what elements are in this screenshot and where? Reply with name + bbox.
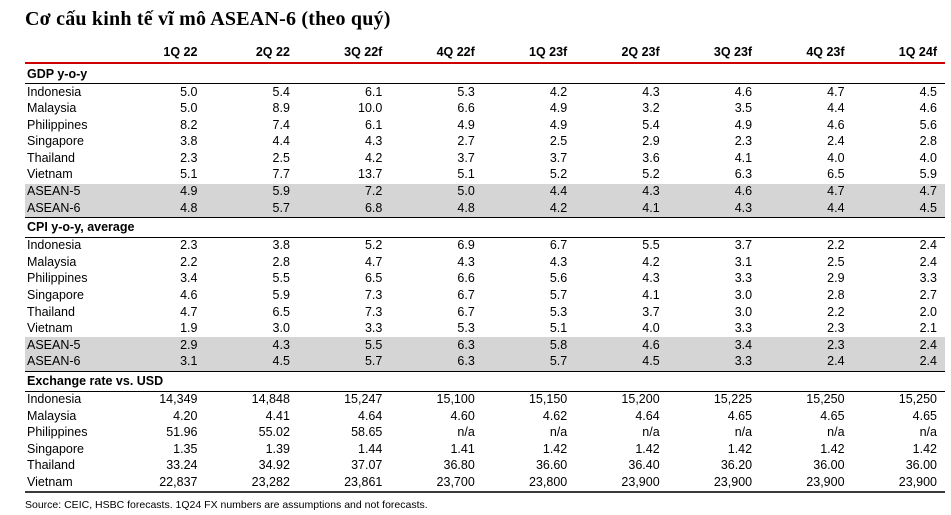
row-label: ASEAN-6 [25, 354, 113, 371]
value-cell: 34.92 [258, 458, 290, 473]
row-label: Singapore [27, 441, 84, 456]
table-row [25, 441, 945, 458]
value-cell: 4.1 [734, 150, 753, 165]
value-cell: 2.5 [549, 134, 568, 149]
value-cell: 3.4 [180, 271, 198, 286]
table-row [25, 134, 945, 151]
value-cell: 4.8 [113, 200, 205, 217]
value-cell: 4.65 [727, 408, 753, 423]
value-cell: 15,247 [344, 392, 383, 406]
value-cell: 2.9 [113, 337, 205, 354]
value-cell: 3.7 [642, 304, 660, 319]
value-cell: 6.8 [298, 200, 390, 217]
row-label: Singapore [27, 134, 84, 149]
value-cell: 6.7 [457, 304, 475, 319]
value-cell: 23,700 [390, 474, 482, 492]
value-cell: 4.62 [542, 408, 568, 423]
value-cell: 5.4 [272, 84, 290, 99]
value-cell: 23,800 [483, 474, 575, 492]
value-cell: 10.0 [358, 101, 383, 116]
value-cell: 4.9 [457, 117, 475, 132]
table-row [25, 321, 945, 338]
page-title: Cơ cấu kinh tế vĩ mô ASEAN-6 (theo quý) [25, 8, 391, 30]
value-cell: 4.3 [457, 254, 475, 269]
value-cell: 5.7 [298, 354, 390, 371]
value-cell: 4.0 [642, 321, 660, 336]
corner-cell [25, 43, 113, 63]
value-cell: 4.7 [760, 184, 852, 201]
value-cell: 3.0 [734, 288, 753, 303]
value-cell: 4.9 [113, 184, 205, 201]
value-cell: 2.2 [180, 254, 198, 269]
value-cell: 1.42 [635, 441, 660, 456]
value-cell: 4.7 [827, 84, 845, 99]
table-row [25, 354, 945, 371]
value-cell: 51.96 [166, 425, 198, 440]
value-cell: 2.3 [180, 150, 198, 165]
column-header-3: 3Q 22f [298, 43, 390, 63]
report-page [0, 8, 951, 515]
value-cell: 23,900 [853, 474, 945, 492]
value-cell: 2.8 [272, 254, 290, 269]
value-cell: 13.7 [358, 167, 383, 182]
row-label: Indonesia [27, 238, 82, 253]
value-cell: 2.8 [827, 288, 845, 303]
row-label: Thailand [27, 304, 75, 319]
value-cell: 2.1 [919, 321, 937, 336]
value-cell: 3.4 [668, 337, 760, 354]
value-cell: 4.1 [642, 288, 660, 303]
value-cell: 8.2 [180, 117, 198, 132]
value-cell: 4.2 [364, 150, 383, 165]
value-cell: 4.65 [912, 408, 937, 423]
value-cell: 36.80 [443, 458, 475, 473]
value-cell: 3.3 [364, 321, 383, 336]
table-row [25, 458, 945, 475]
value-cell: 4.64 [358, 408, 383, 423]
value-cell: 36.60 [535, 458, 568, 473]
value-cell: 4.5 [853, 200, 945, 217]
macro-table [25, 43, 945, 493]
value-cell: 4.6 [734, 84, 753, 99]
value-cell: 2.3 [760, 337, 852, 354]
value-cell: 3.5 [734, 101, 753, 116]
value-cell: 7.7 [272, 167, 290, 182]
value-cell: n/a [734, 425, 753, 440]
value-cell: 4.3 [642, 84, 660, 99]
value-cell: 15,225 [713, 392, 753, 406]
row-label: Singapore [27, 288, 84, 303]
value-cell: 15,200 [621, 392, 660, 406]
value-cell: 4.6 [919, 101, 937, 116]
row-label: Indonesia [27, 84, 82, 99]
table-row [25, 254, 945, 271]
value-cell: 5.0 [180, 84, 198, 99]
table-row [25, 391, 945, 408]
table-row [25, 150, 945, 167]
value-cell: 4.4 [483, 184, 575, 201]
value-cell: n/a [919, 425, 937, 440]
value-cell: 7.3 [364, 304, 383, 319]
value-cell: 2.9 [827, 271, 845, 286]
column-header-8: 4Q 23f [760, 43, 852, 63]
value-cell: 3.7 [549, 150, 568, 165]
value-cell: 5.2 [642, 167, 660, 182]
value-cell: 5.5 [642, 238, 660, 253]
value-cell: 15,250 [806, 392, 845, 406]
section-header: Exchange rate vs. USD [25, 371, 945, 391]
value-cell: 6.6 [457, 101, 475, 116]
section-header: CPI y-o-y, average [25, 217, 945, 237]
value-cell: 6.3 [390, 337, 482, 354]
value-cell: 4.60 [450, 408, 475, 423]
value-cell: 6.3 [734, 167, 753, 182]
value-cell: 2.4 [919, 254, 937, 269]
table-row [25, 288, 945, 305]
value-cell: 4.2 [549, 84, 568, 99]
value-cell: 4.4 [272, 134, 290, 149]
value-cell: 5.1 [457, 167, 475, 182]
table-body [25, 63, 945, 492]
value-cell: 36.40 [628, 458, 660, 473]
value-cell: 6.7 [457, 288, 475, 303]
value-cell: 3.3 [919, 271, 937, 286]
value-cell: 5.3 [457, 321, 475, 336]
row-label: Philippines [27, 117, 88, 132]
value-cell: 6.9 [457, 238, 475, 253]
value-cell: 1.9 [180, 321, 198, 336]
table-row [25, 184, 945, 201]
column-header-5: 1Q 23f [483, 43, 575, 63]
value-cell: 5.5 [272, 271, 290, 286]
value-cell: 2.0 [919, 304, 937, 319]
value-cell: 4.6 [668, 184, 760, 201]
value-cell: 36.20 [720, 458, 753, 473]
value-cell: 4.2 [642, 254, 660, 269]
value-cell: 23,861 [298, 474, 390, 492]
table-row [25, 425, 945, 442]
value-cell: 6.5 [364, 271, 383, 286]
value-cell: 4.64 [635, 408, 660, 423]
table-row [25, 337, 945, 354]
value-cell: 2.4 [827, 134, 845, 149]
value-cell: 6.1 [364, 84, 383, 99]
value-cell: 6.6 [457, 271, 475, 286]
column-header-1: 1Q 22 [113, 43, 205, 63]
value-cell: 5.6 [549, 271, 568, 286]
value-cell: 2.4 [853, 354, 945, 371]
value-cell: 7.4 [272, 117, 290, 132]
value-cell: 5.5 [298, 337, 390, 354]
value-cell: 5.0 [180, 101, 198, 116]
value-cell: 36.00 [813, 458, 845, 473]
value-cell: 23,900 [668, 474, 760, 492]
value-cell: 22,837 [113, 474, 205, 492]
row-label: ASEAN-6 [25, 200, 113, 217]
value-cell: 1.35 [173, 441, 198, 456]
value-cell: 2.4 [760, 354, 852, 371]
value-cell: 4.3 [205, 337, 297, 354]
column-header-9: 1Q 24f [853, 43, 945, 63]
value-cell: 1.44 [358, 441, 383, 456]
value-cell: 6.3 [390, 354, 482, 371]
value-cell: 1.41 [450, 441, 475, 456]
row-label: Malaysia [27, 408, 77, 423]
value-cell: 1.42 [542, 441, 568, 456]
table-row [25, 117, 945, 134]
value-cell: 4.7 [853, 184, 945, 201]
value-cell: 4.1 [575, 200, 667, 217]
value-cell: 4.0 [919, 150, 937, 165]
value-cell: 2.4 [919, 238, 937, 253]
value-cell: 2.9 [642, 134, 660, 149]
value-cell: 23,900 [760, 474, 852, 492]
table-row [25, 101, 945, 118]
value-cell: 15,100 [436, 392, 475, 406]
value-cell: 4.5 [575, 354, 667, 371]
row-label: ASEAN-5 [25, 337, 113, 354]
value-cell: 6.1 [364, 117, 383, 132]
value-cell: 4.41 [265, 408, 290, 423]
value-cell: 1.39 [265, 441, 290, 456]
value-cell: 5.8 [483, 337, 575, 354]
value-cell: 3.8 [180, 134, 198, 149]
value-cell: 5.0 [390, 184, 482, 201]
value-cell: n/a [549, 425, 568, 440]
row-label: Philippines [27, 425, 88, 440]
value-cell: 5.7 [483, 354, 575, 371]
section-header: GDP y-o-y [25, 63, 945, 84]
value-cell: 2.5 [827, 254, 845, 269]
value-cell: 1.42 [912, 441, 937, 456]
value-cell: 5.9 [205, 184, 297, 201]
value-cell: 4.6 [575, 337, 667, 354]
table-row [25, 84, 945, 101]
value-cell: 3.0 [272, 321, 290, 336]
value-cell: 3.6 [642, 150, 660, 165]
value-cell: 3.7 [734, 238, 753, 253]
value-cell: 5.6 [919, 117, 937, 132]
value-cell: 5.7 [549, 288, 568, 303]
row-label: Malaysia [27, 254, 77, 269]
value-cell: 2.3 [180, 238, 198, 253]
value-cell: 23,900 [575, 474, 667, 492]
row-label: Thailand [27, 458, 75, 473]
value-cell: 4.9 [734, 117, 753, 132]
table-row [25, 237, 945, 254]
value-cell: n/a [827, 425, 845, 440]
row-label: Malaysia [27, 101, 77, 116]
row-label: Indonesia [27, 392, 82, 406]
value-cell: 3.2 [642, 101, 660, 116]
value-cell: 4.7 [364, 254, 383, 269]
value-cell: 5.7 [205, 200, 297, 217]
value-cell: 3.3 [668, 354, 760, 371]
value-cell: 2.2 [827, 238, 845, 253]
column-header-4: 4Q 22f [390, 43, 482, 63]
value-cell: 2.8 [919, 134, 937, 149]
row-label: Philippines [27, 271, 88, 286]
value-cell: 4.2 [483, 200, 575, 217]
table-row [25, 304, 945, 321]
value-cell: 8.9 [272, 101, 290, 116]
value-cell: 15,150 [528, 392, 568, 406]
row-label: Thailand [27, 150, 75, 165]
value-cell: 55.02 [258, 425, 290, 440]
value-cell: n/a [642, 425, 660, 440]
value-cell: 5.2 [549, 167, 568, 182]
row-label: ASEAN-5 [25, 184, 113, 201]
source-note: Source: CEIC, HSBC forecasts. 1Q24 FX numbers are assumptions and not forecasts. [25, 499, 428, 512]
column-header-7: 3Q 23f [668, 43, 760, 63]
value-cell: 58.65 [351, 425, 383, 440]
value-cell: 3.3 [734, 321, 753, 336]
table-row [25, 271, 945, 288]
column-header-6: 2Q 23f [575, 43, 667, 63]
value-cell: 4.3 [364, 134, 383, 149]
value-cell: 2.3 [734, 134, 753, 149]
value-cell: 5.1 [549, 321, 568, 336]
value-cell: 5.3 [549, 304, 568, 319]
value-cell: 3.3 [734, 271, 753, 286]
value-cell: 2.4 [853, 337, 945, 354]
value-cell: 14,848 [251, 392, 290, 406]
value-cell: 3.8 [272, 238, 290, 253]
value-cell: n/a [457, 425, 475, 440]
value-cell: 4.3 [642, 271, 660, 286]
value-cell: 2.7 [919, 288, 937, 303]
value-cell: 23,282 [205, 474, 297, 492]
quarter-header [25, 43, 945, 63]
value-cell: 1.42 [820, 441, 845, 456]
value-cell: 14,349 [159, 392, 198, 406]
value-cell: 7.2 [298, 184, 390, 201]
value-cell: 15,250 [898, 392, 937, 406]
value-cell: 5.3 [457, 84, 475, 99]
value-cell: 4.4 [760, 200, 852, 217]
value-cell: 37.07 [351, 458, 383, 473]
value-cell: 4.0 [827, 150, 845, 165]
value-cell: 3.0 [734, 304, 753, 319]
value-cell: 2.5 [272, 150, 290, 165]
value-cell: 5.2 [364, 238, 383, 253]
row-label: Vietnam [25, 474, 113, 492]
row-label: Vietnam [27, 321, 73, 336]
value-cell: 4.6 [827, 117, 845, 132]
value-cell: 3.7 [457, 150, 475, 165]
value-cell: 5.9 [272, 288, 290, 303]
value-cell: 36.00 [905, 458, 937, 473]
row-label: Vietnam [27, 167, 73, 182]
value-cell: 5.4 [642, 117, 660, 132]
value-cell: 4.3 [668, 200, 760, 217]
value-cell: 5.1 [180, 167, 198, 182]
table-row [25, 474, 945, 492]
value-cell: 2.3 [827, 321, 845, 336]
column-header-2: 2Q 22 [205, 43, 297, 63]
value-cell: 4.65 [820, 408, 845, 423]
value-cell: 6.7 [549, 238, 568, 253]
table-row [25, 408, 945, 425]
table-row [25, 200, 945, 217]
value-cell: 7.3 [364, 288, 383, 303]
value-cell: 4.4 [827, 101, 845, 116]
value-cell: 4.20 [173, 408, 198, 423]
value-cell: 33.24 [166, 458, 198, 473]
value-cell: 4.8 [390, 200, 482, 217]
value-cell: 6.5 [827, 167, 845, 182]
value-cell: 4.5 [919, 84, 937, 99]
value-cell: 5.9 [919, 167, 937, 182]
value-cell: 6.5 [272, 304, 290, 319]
value-cell: 4.3 [575, 184, 667, 201]
value-cell: 3.1 [113, 354, 205, 371]
table-row [25, 167, 945, 184]
value-cell: 3.1 [734, 254, 753, 269]
value-cell: 4.5 [205, 354, 297, 371]
value-cell: 2.2 [827, 304, 845, 319]
value-cell: 4.6 [180, 288, 198, 303]
value-cell: 1.42 [727, 441, 753, 456]
value-cell: 4.7 [180, 304, 198, 319]
value-cell: 4.9 [549, 101, 568, 116]
value-cell: 2.7 [457, 134, 475, 149]
value-cell: 4.9 [549, 117, 568, 132]
value-cell: 4.3 [549, 254, 568, 269]
